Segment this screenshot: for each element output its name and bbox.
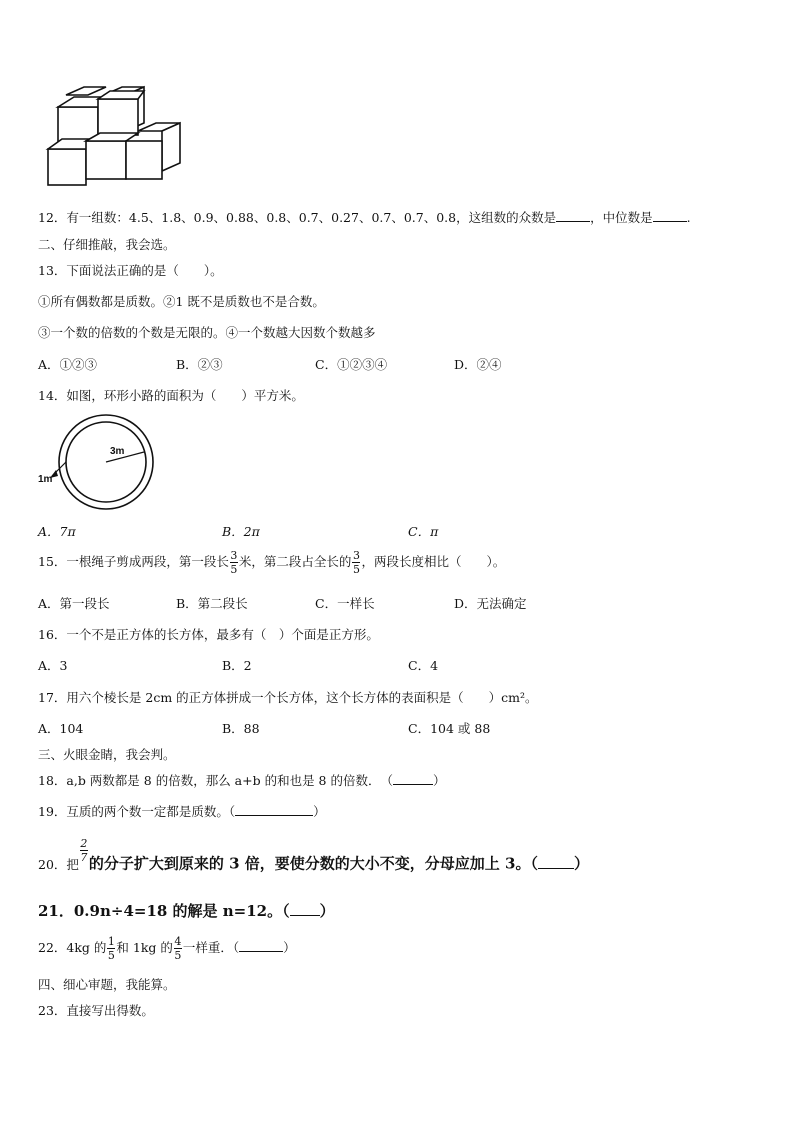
- question-18: 18．a,b 两数都是 8 的倍数，那么 a+b 的和也是 8 的倍数． （ ）: [38, 773, 446, 788]
- q15-option-a[interactable]: A．第一段长: [38, 596, 110, 611]
- path-width-label: 1m: [38, 474, 53, 485]
- q14-option-b[interactable]: B．2π: [222, 524, 260, 539]
- question-17-stem: 17．用六个棱长是 2cm 的正方体拼成一个长方体，这个长方体的表面积是（ ）cm²。: [38, 690, 538, 705]
- question-23: 23．直接写出得数。: [38, 1003, 154, 1018]
- q13-option-b[interactable]: B．②③: [176, 357, 223, 372]
- q13-option-a[interactable]: A．①②③: [38, 357, 98, 372]
- q13-option-d[interactable]: D．②④: [454, 357, 502, 372]
- q15-option-d[interactable]: D．无法确定: [454, 596, 527, 611]
- cube-stack-figure: [40, 85, 190, 190]
- q13-option-c[interactable]: C．①②③④: [315, 357, 388, 372]
- answer-blank[interactable]: [290, 903, 320, 916]
- fraction: $\frac{2}{7}$: [80, 837, 88, 864]
- question-14-stem: 14．如图，环形小路的面积为（ ）平方米。: [38, 388, 304, 403]
- question-13-statement-2: ③一个数的倍数的个数是无限的。④一个数越大因数个数越多: [38, 325, 376, 340]
- q16-option-a[interactable]: A．3: [38, 658, 68, 673]
- section-4-heading: 四、细心审题，我能算。: [38, 977, 176, 992]
- section-3-heading: 三、火眼金睛，我会判。: [38, 747, 176, 762]
- ring-path-figure: [34, 410, 164, 510]
- question-16-stem: 16．一个不是正方体的长方体，最多有（ ）个面是正方形。: [38, 627, 379, 642]
- inner-radius-label: 3m: [110, 446, 125, 457]
- answer-blank[interactable]: [235, 803, 313, 816]
- answer-blank[interactable]: [556, 209, 590, 222]
- answer-blank[interactable]: [393, 772, 433, 785]
- fraction: $\frac{3}{5}$: [352, 549, 360, 576]
- q17-option-b[interactable]: B．88: [222, 721, 260, 736]
- question-15-stem: 15．一根绳子剪成两段，第一段长 $\frac{3}{5}$ 米，第二段占全长的 $\frac{3}{5}$ ，两段长度相比（ ）。: [38, 549, 506, 576]
- q16-option-b[interactable]: B．2: [222, 658, 252, 673]
- question-21: 21．0.9n÷4=18 的解是 n=12。（ ）: [38, 902, 335, 920]
- question-13-stem: 13．下面说法正确的是（ ）。: [38, 263, 223, 278]
- question-13-statement-1: ①所有偶数都是质数。②1 既不是质数也不是合数。: [38, 294, 325, 309]
- answer-blank[interactable]: [653, 209, 687, 222]
- q15-option-c[interactable]: C．一样长: [315, 596, 375, 611]
- fraction: $\frac{3}{5}$: [230, 549, 238, 576]
- fraction: $\frac{1}{5}$: [107, 935, 115, 962]
- q17-option-c[interactable]: C．104 或 88: [408, 721, 491, 736]
- question-20: 20．把 $\frac{2}{7}$ 的分子扩大到原来的 3 倍，要使分数的大小不变，分母应加上 3。（ ）: [38, 837, 589, 873]
- question-22: 22．4kg 的 $\frac{1}{5}$ 和 1kg 的 $\frac{4}{5}$ 一样重．（ ）: [38, 935, 296, 962]
- question-19: 19．互质的两个数一定都是质数。（ ）: [38, 804, 326, 819]
- answer-blank[interactable]: [239, 939, 283, 952]
- q14-option-a[interactable]: A．7π: [38, 524, 76, 539]
- q15-option-b[interactable]: B．第二段长: [176, 596, 248, 611]
- q17-option-a[interactable]: A．104: [38, 721, 84, 736]
- section-2-heading: 二、仔细推敲，我会选。: [38, 237, 176, 252]
- answer-blank[interactable]: [538, 856, 574, 869]
- fraction: $\frac{4}{5}$: [174, 935, 182, 962]
- q16-option-c[interactable]: C．4: [408, 658, 439, 673]
- question-12: 12．有一组数：4.5、1.8、0.9、0.88、0.8、0.7、0.27、0.7、0.7、0.8，这组数的众数是 ，中位数是 .: [38, 210, 691, 225]
- q14-option-c[interactable]: C．π: [408, 524, 439, 539]
